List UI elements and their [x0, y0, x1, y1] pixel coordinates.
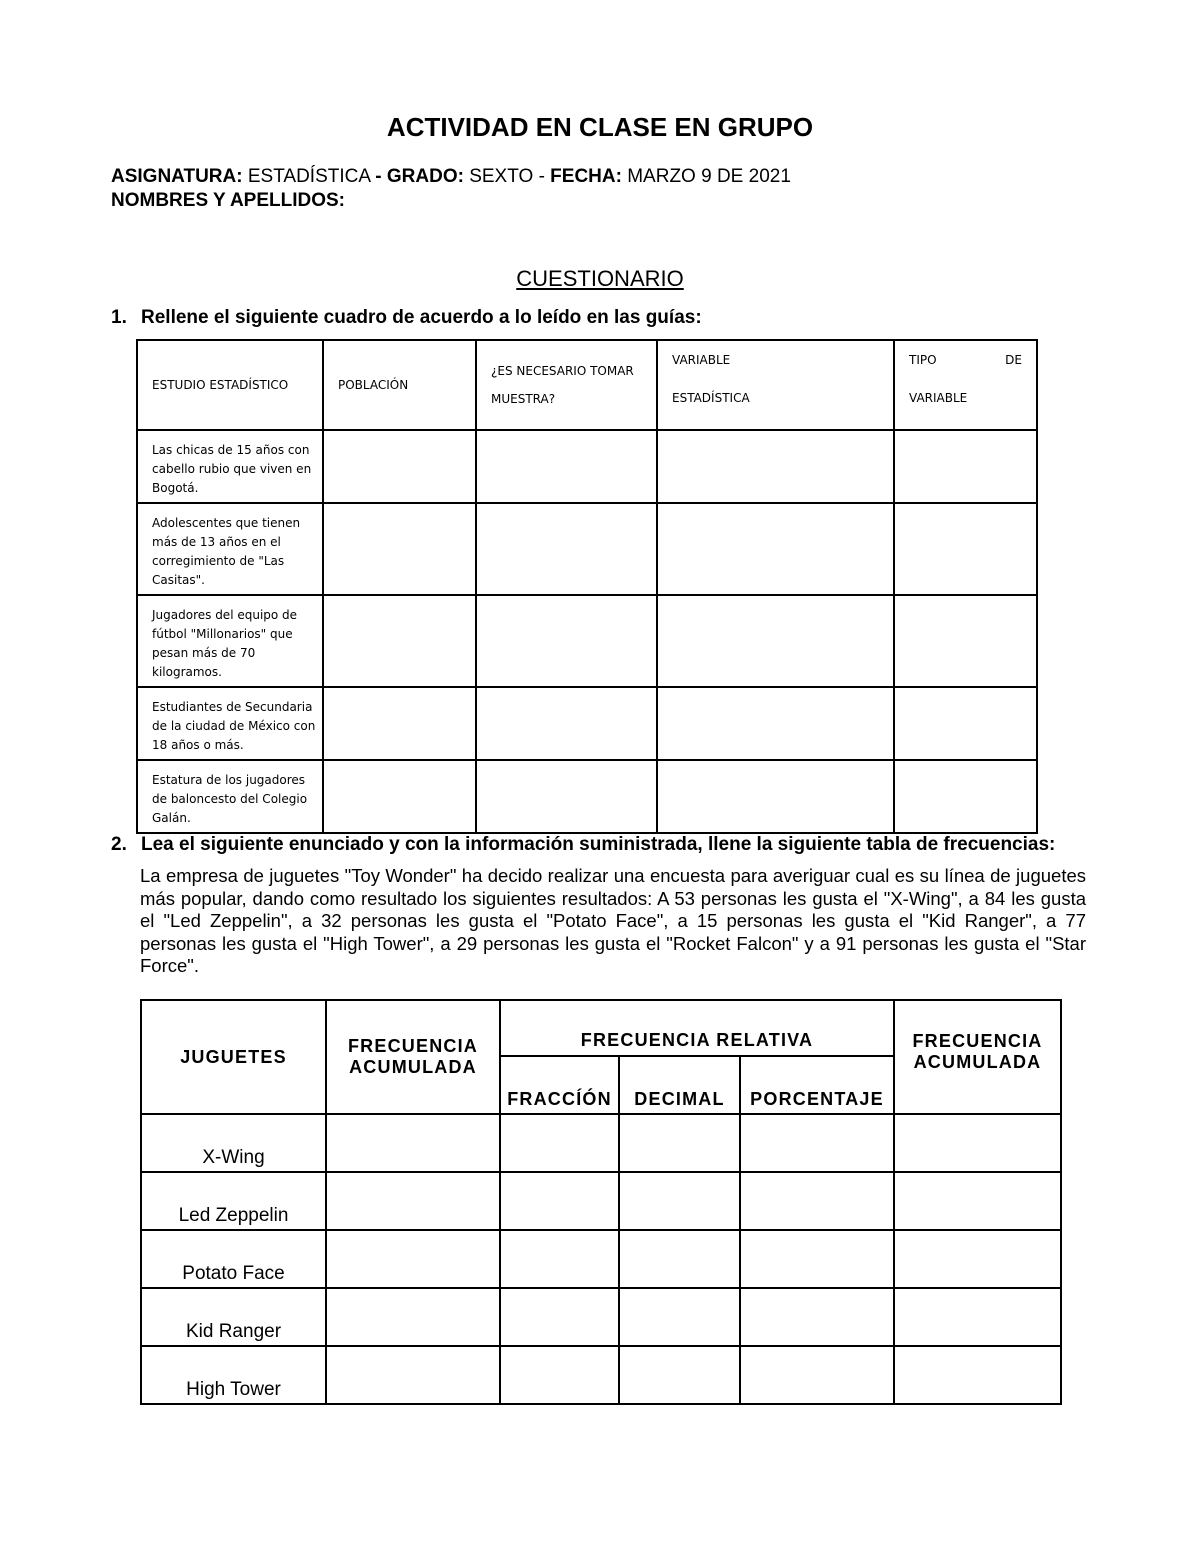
- header-tipo-a: TIPO: [909, 353, 937, 367]
- table-row: [141, 1230, 1061, 1288]
- header-tipo: [894, 340, 1037, 430]
- poblacion-cell[interactable]: [323, 595, 476, 687]
- answer-cell[interactable]: [500, 1114, 619, 1172]
- study-cell: Adolescentes que tienen más de 13 años en el corregimiento de "Las Casitas".: [137, 503, 323, 595]
- poblacion-cell[interactable]: [323, 430, 476, 503]
- answer-cell[interactable]: [619, 1172, 740, 1230]
- header-frecuencia-acumulada-2: FRECUENCIA ACUMULADA: [894, 1000, 1061, 1114]
- subject-value: ESTADÍSTICA: [242, 166, 376, 187]
- table-row: [141, 1346, 1061, 1404]
- answer-cell[interactable]: [500, 1230, 619, 1288]
- question-1: [111, 307, 702, 329]
- table-row: [141, 1288, 1061, 1346]
- answer-cell[interactable]: [740, 1114, 894, 1172]
- header-tipo-b: DE: [1005, 353, 1022, 367]
- muestra-cell[interactable]: [476, 503, 657, 595]
- answer-cell[interactable]: [619, 1230, 740, 1288]
- muestra-cell[interactable]: [476, 430, 657, 503]
- answer-cell[interactable]: [619, 1288, 740, 1346]
- header-variable-line1: VARIABLE: [672, 353, 731, 367]
- frequency-table: [140, 999, 1062, 1405]
- date-value: MARZO 9 DE 2021: [621, 166, 791, 187]
- grade-value: SEXTO: [463, 166, 539, 187]
- header-frecuencia-acumulada: FRECUENCIA ACUMULADA: [326, 1000, 500, 1114]
- answer-cell[interactable]: [740, 1288, 894, 1346]
- table-row: [137, 687, 1037, 760]
- variable-cell[interactable]: [657, 760, 894, 833]
- statistics-table: [136, 339, 1038, 834]
- answer-cell[interactable]: [619, 1346, 740, 1404]
- date-label: FECHA:: [544, 166, 622, 187]
- answer-cell[interactable]: [326, 1230, 500, 1288]
- tipo-cell[interactable]: [894, 503, 1037, 595]
- answer-cell[interactable]: [894, 1114, 1061, 1172]
- header-variable-line2: ESTADÍSTICA: [672, 391, 750, 405]
- answer-cell[interactable]: [500, 1172, 619, 1230]
- answer-cell[interactable]: [326, 1114, 500, 1172]
- muestra-cell[interactable]: [476, 687, 657, 760]
- study-cell: Las chicas de 15 años con cabello rubio que viven en Bogotá.: [137, 430, 323, 503]
- table-row: [141, 1114, 1061, 1172]
- table-row: [137, 595, 1037, 687]
- table-row: [137, 760, 1037, 833]
- question-2-paragraph: La empresa de juguetes "Toy Wonder" ha decido realizar una encuesta para averiguar cual es su línea de juguetes más popular, dando como resultado los siguientes resultados: A 53 personas les gusta el "X-Wing", a 84 les gusta el "Led Zeppelin", a 32 personas les gusta el "Potato Face", a 15 personas les gusta el "Kid Ranger", a 77 personas les gusta el "High Tower", a 29 personas les gusta el "Rocket Falcon" y a 91 personas les gusta el "Star Force".: [140, 865, 1086, 977]
- header-muestra-line1: ¿ES NECESARIO TOMAR: [491, 364, 634, 378]
- answer-cell[interactable]: [326, 1172, 500, 1230]
- header-muestra: [476, 340, 657, 430]
- table-row: [141, 1172, 1061, 1230]
- question-1-number: 1.: [111, 307, 127, 328]
- toy-name: Led Zeppelin: [141, 1172, 326, 1230]
- subject-label: ASIGNATURA:: [111, 166, 243, 187]
- section-title: CUESTIONARIO: [516, 266, 684, 291]
- answer-cell[interactable]: [894, 1288, 1061, 1346]
- answer-cell[interactable]: [500, 1346, 619, 1404]
- table-header-row: [141, 1000, 1061, 1056]
- separator: -: [538, 166, 545, 187]
- header-variable: [657, 340, 894, 430]
- poblacion-cell[interactable]: [323, 687, 476, 760]
- muestra-cell[interactable]: [476, 760, 657, 833]
- question-2-number: 2.: [111, 834, 127, 855]
- table-row: [137, 503, 1037, 595]
- toy-name: X-Wing: [141, 1114, 326, 1172]
- names-label: NOMBRES Y APELLIDOS:: [111, 190, 346, 211]
- tipo-cell[interactable]: [894, 595, 1037, 687]
- variable-cell[interactable]: [657, 503, 894, 595]
- answer-cell[interactable]: [740, 1172, 894, 1230]
- tipo-cell[interactable]: [894, 430, 1037, 503]
- grade-label: GRADO:: [381, 166, 464, 187]
- toy-name: High Tower: [141, 1346, 326, 1404]
- header-tipo-line2: VARIABLE: [909, 391, 968, 405]
- toy-name: Potato Face: [141, 1230, 326, 1288]
- document-title: ACTIVIDAD EN CLASE EN GRUPO: [386, 112, 814, 142]
- header-juguetes: JUGUETES: [141, 1000, 326, 1114]
- muestra-cell[interactable]: [476, 595, 657, 687]
- variable-cell[interactable]: [657, 430, 894, 503]
- answer-cell[interactable]: [619, 1114, 740, 1172]
- toy-name: Kid Ranger: [141, 1288, 326, 1346]
- question-1-text: Rellene el siguiente cuadro de acuerdo a lo leído en las guías:: [141, 307, 702, 328]
- answer-cell[interactable]: [894, 1346, 1061, 1404]
- header-muestra-line2: MUESTRA?: [491, 392, 556, 406]
- study-cell: Estudiantes de Secundaria de la ciudad de México con 18 años o más.: [137, 687, 323, 760]
- question-2-text: Lea el siguiente enunciado y con la información suministrada, llene la siguiente tabla de frecuencias:: [141, 834, 1056, 855]
- header-frecuencia-relativa: FRECUENCIA RELATIVA: [500, 1000, 894, 1056]
- answer-cell[interactable]: [740, 1346, 894, 1404]
- table-header-row: [137, 340, 1037, 430]
- variable-cell[interactable]: [657, 595, 894, 687]
- table-row: [137, 430, 1037, 503]
- tipo-cell[interactable]: [894, 687, 1037, 760]
- answer-cell[interactable]: [894, 1172, 1061, 1230]
- header-porcentaje: PORCENTAJE: [740, 1056, 894, 1114]
- poblacion-cell[interactable]: [323, 760, 476, 833]
- variable-cell[interactable]: [657, 687, 894, 760]
- answer-cell[interactable]: [740, 1230, 894, 1288]
- question-2: [111, 834, 1055, 856]
- answer-cell[interactable]: [326, 1288, 500, 1346]
- header-poblacion: POBLACIÓN: [323, 340, 476, 430]
- study-cell: Jugadores del equipo de fútbol "Millonarios" que pesan más de 70 kilogramos.: [137, 595, 323, 687]
- answer-cell[interactable]: [500, 1288, 619, 1346]
- header-decimal: DECIMAL: [619, 1056, 740, 1114]
- header-fraccion: FRACCÍÓN: [500, 1056, 619, 1114]
- header-estudio: ESTUDIO ESTADÍSTICO: [137, 340, 323, 430]
- info-line: [111, 166, 791, 188]
- separator: -: [375, 166, 382, 187]
- poblacion-cell[interactable]: [323, 503, 476, 595]
- answer-cell[interactable]: [326, 1346, 500, 1404]
- answer-cell[interactable]: [894, 1230, 1061, 1288]
- tipo-cell[interactable]: [894, 760, 1037, 833]
- study-cell: Estatura de los jugadores de baloncesto del Colegio Galán.: [137, 760, 323, 833]
